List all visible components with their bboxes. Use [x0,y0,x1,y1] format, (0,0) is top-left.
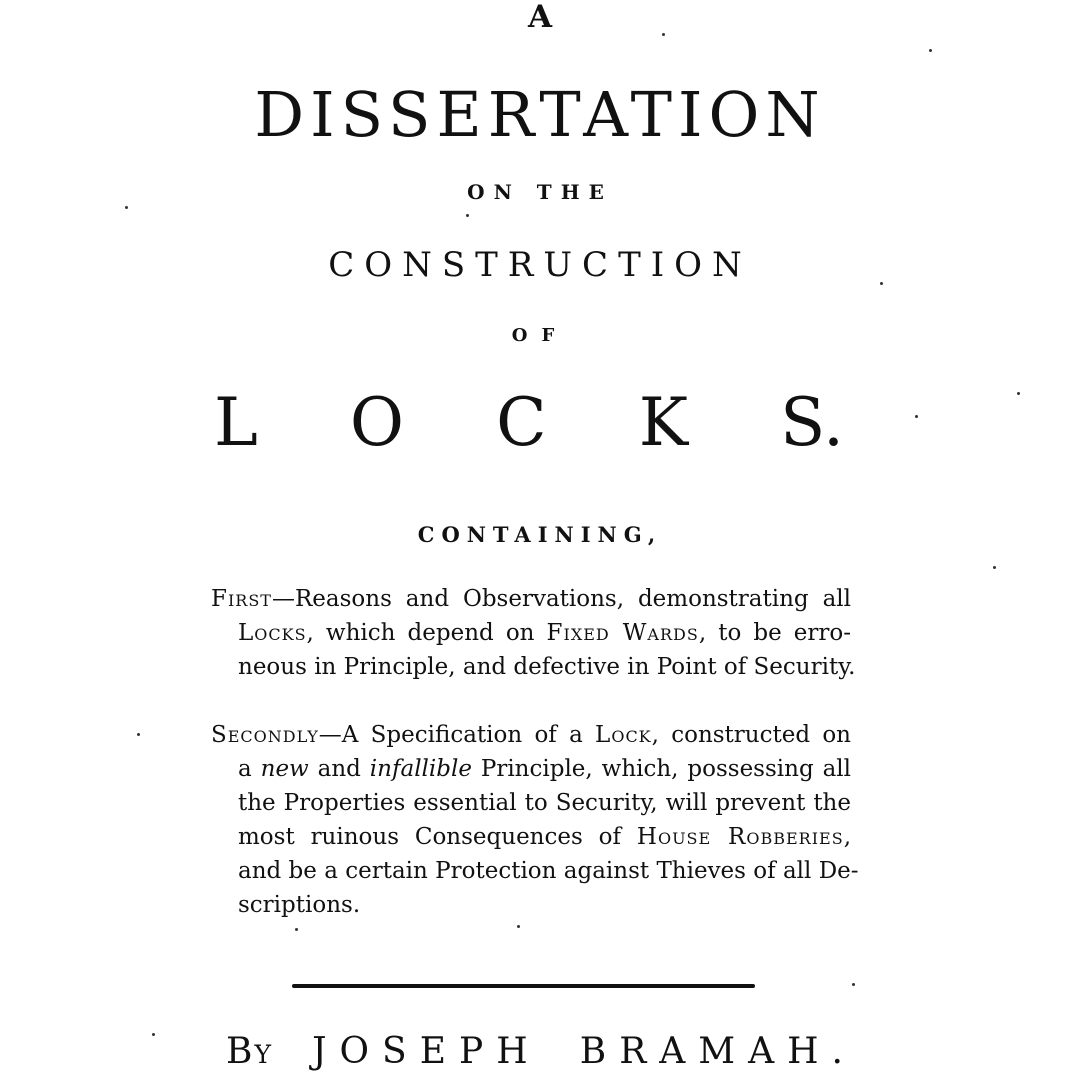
locks-letter: O [349,384,405,461]
locks-letter: S. [780,384,844,461]
title-locks [214,384,844,461]
first-line-1: First—Reasons and Observations, demonstrating all [211,586,851,612]
containing-heading: CONTAINING, [417,522,663,547]
author-first-name: JOSEPH [312,1031,541,1072]
secondly-lead: Secondly [211,722,319,748]
print-speck [137,733,140,736]
print-speck [880,282,883,285]
byline-by: By [226,1031,273,1072]
locks-letter: L [214,384,258,461]
secondly-line-5: and be a certain Protection against Thieves of all De- [238,858,859,884]
print-speck [152,1033,155,1036]
title-main: DISSERTATION [254,78,826,151]
locks-letter: K [638,384,689,461]
print-speck [915,415,918,418]
secondly-line-1: Secondly—A Specification of a Lock, constructed on [211,722,851,748]
print-speck [517,925,520,928]
first-line-3: neous in Principle, and defective in Point of Security. [238,654,856,680]
first-paragraph [211,582,856,684]
horizontal-rule [292,984,755,988]
title-of: OF [511,325,569,346]
title-construction: CONSTRUCTION [328,245,752,285]
title-on-the: ON THE [467,180,613,204]
first-lead: First [211,586,272,612]
secondly-line-2: a new and infallible Principle, which, possessing all [238,756,851,782]
author-byline [226,1031,856,1072]
print-speck [466,214,469,217]
author-last-name: BRAMAH. [579,1031,856,1072]
print-speck [993,566,996,569]
print-speck [662,33,665,36]
print-speck [125,206,128,209]
secondly-line-3: the Properties essential to Security, will prevent the [238,790,851,816]
secondly-line-4: most ruinous Consequences of House Robberies, [238,824,852,850]
print-speck [852,983,855,986]
secondly-line-6: scriptions. [238,892,361,918]
first-line-2: Locks, which depend on Fixed Wards, to be erro- [238,620,851,646]
print-speck [929,49,932,52]
secondly-paragraph [211,718,859,922]
print-speck [295,928,298,931]
title-article: A [527,0,553,35]
print-speck [1017,392,1020,395]
locks-letter: C [496,384,547,461]
